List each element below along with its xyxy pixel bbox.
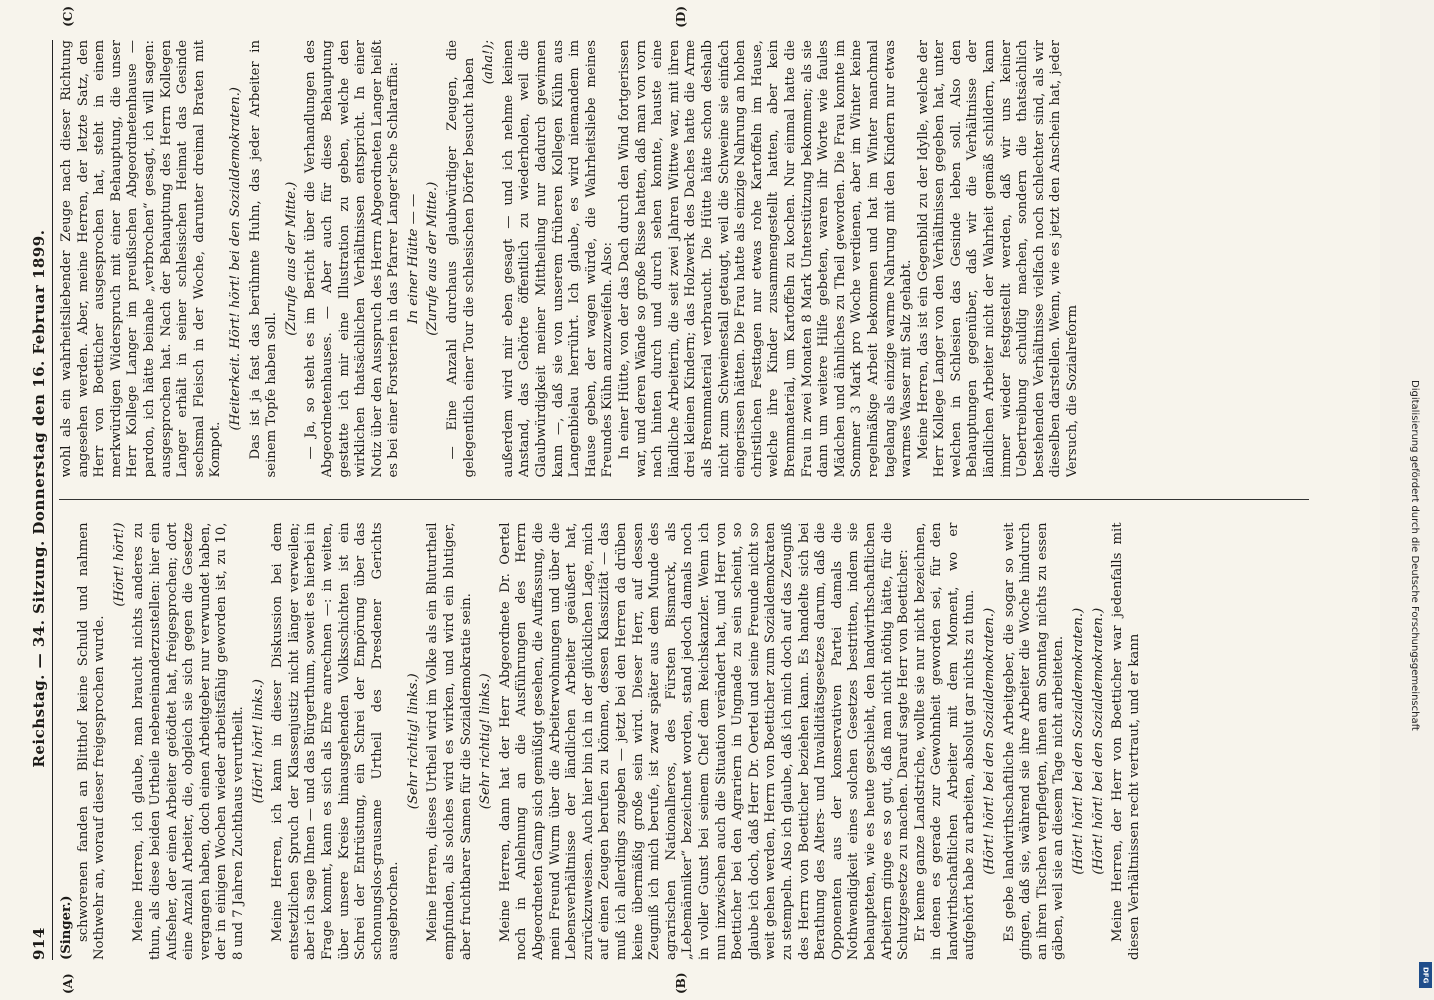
interjection: (Zurufe aus der Mitte.) <box>425 181 441 336</box>
margin-marker-c: (C) <box>61 6 75 27</box>
paragraph: Das ist ja fast das berühmte Huhn, das jeder Arbeiter in seinem Topfe haben soll. <box>247 40 280 478</box>
paragraph: — Ja, so steht es im Bericht über die Verhandlungen des Abgeordnetenhauses. — Aber auch für diese Behauptung gestatte ich mir eine Illustration zu geben, welche den wirklichen thatsächlichen Verhältnissen entspricht. In einer Notiz über den Ausspruch des Herrn Abgeordneten Langer heißt es bei einer Forsterien in das Pfarrer Langer'sche Schlaraffia: <box>303 40 402 478</box>
paragraph: außerdem wird mir eben gesagt — und ich nehme keinen Anstand, das Gehörte öffentlich zu wiederholen, weil die Glaubwürdigkeit meiner Mittheilung nur dadurch gewinnen kann —, daß sie von unserem früheren Kollegen Kühn aus Langenbielau herrührt. Ich glaube, es wird niemandem im Hause geben, der wagen würde, die Wahrheitsliebe meines Freundes Kühn anzuzweifeln. Also: <box>500 40 616 478</box>
paragraph: Meine Herren, ich glaube, man braucht nichts anderes zu thun, als diese beiden Urtheile nebeneinanderzustellen: hier ein Aufseher, der einen Arbeiter getödtet hat, freigesprochen; dort eine Anzahl Arbeiter, die, obgleich sie sich gegen die Gesetze vergangen haben, doch einen Arbeitgeber nur verwundet haben, der in einigen Wochen wieder arbeitsfähig geworden ist, zu 10, 8 und 7 Jahren Zuchthaus verurtheilt. <box>131 522 246 960</box>
page-number: 914 <box>30 927 48 960</box>
paragraph: Meine Herren, dieses Urtheil wird im Volke als ein Bluturtheil empfunden, als solches wird es wirken, und wird ein blutiger, aber fruchtbarer Samen für die Sozialdemokratie sein. <box>425 522 474 960</box>
dfg-logo-icon: DFG <box>1419 962 1432 988</box>
paragraph: Es gebe landwirthschaftliche Arbeitgeber, die sogar so weit gingen, daß sie, während sie ihre Arbeiter die Woche hindurch an ihren Tischen verpflegten, ihnen am Sonntag nichts zu essen gäben, weil sie an diesem Tage nicht arbeiteten. <box>1001 522 1067 960</box>
interjection: (Hört! hört! bei den Sozialdemokraten.) <box>982 607 998 875</box>
paragraph: Meine Herren, ich kann in dieser Diskussion bei dem entsetzlichen Spruch der Klassenjustiz nicht länger verweilen; aber ich sage Ihnen — und das Bürgerthum, soweit es hierbei in Frage kommt, kann es sich als Ehre anrechnen —: in weiten, über unsere Kreise hinausgehenden Volksschichten ist ein Schrei der Entrüstung, ein Schrei der Empörung über das schonungslos-grausame Urtheil des Dresdener Gerichts ausgebrochen. <box>270 522 402 960</box>
margin-marker-b: (B) <box>674 972 688 994</box>
interjection: (Hört! hört! bei den Sozialdemokraten.) <box>1090 607 1106 875</box>
column-divider <box>59 500 1309 501</box>
margin-marker-d: (D) <box>674 6 688 28</box>
right-column <box>59 40 1309 478</box>
interjection: (Hört! hört! bei den Sozialdemokraten.) <box>1071 607 1087 875</box>
paragraph: Meine Herren, der Herr von Boetticher war jedenfalls mit diesen Verhältnissen recht vertraut, und er kann <box>1110 522 1142 960</box>
paragraph: Meine Herren, dann hat der Herr Abgeordnete Dr. Oertel noch in Anlehnung an die Ausführungen des Herrn Abgeordneten Gamp sich gemüßigt gesehen, die Auffassung, die mein Freund Wurm über die Arbeiterwohnungen und über die Lebensverhältnisse der ländlichen Arbeiter geäußert hat, zurückzuweisen. Auch hier bin ich in der glücklichen Lage, mich auf einen Zeugen berufen zu können, dessen Klassizität — das muß ich allerdings zugeben — jetzt bei den Herren da drüben keine übermäßig große sein wird. Dieser Herr, auf dessen Zeugniß ich mich berufe, ist zwar später aus dem Munde des agrarischen Nationalheros, des Fürsten Bismarck, als „Lebemänniker“ bezeichnet worden, stand jedoch damals noch in voller Gunst bei seinem Chef dem Reichskanzler. Wenn ich nun inzwischen auch die Situation verändert hat, und Herr von Boetticher bei den Agrariern in Ungnade zu sein scheint, so glaube ich doch, daß Herr Dr. Oertel und seine Freunde nicht so weit gehen werden, Herrn von Boetticher zum Sozialdemokraten zu stempeln. Also ich glaube, daß ich mich doch auf das Zeugniß des Herrn von Boetticher beziehen kann. Es handelte sich bei Berathung des Alters- und Invaliditätsgesetzes darum, daß die Opponenten aus der konservativen Partei damals die Nothwendigkeit eines solchen Gesetzes bestritten, indem sie behaupteten, wie es heute geschieht, den landwirthschaftlichen Arbeitern ginge es so gut, daß man nicht nöthig hätte, für die Schutzgesetze zu machen. Darauf sagte Herr von Boetticher: <box>497 522 912 960</box>
interjection: (Sehr richtig! links.) <box>405 673 421 810</box>
digitization-credit: Digitalisierung gefördert durch die Deutsche Forschungsgemeinschaft <box>1409 380 1420 731</box>
interjection: (Sehr richtig! links.) <box>478 673 494 810</box>
interjection: (Hört! hört!) <box>111 522 127 607</box>
interjection: (aha!); <box>481 40 497 85</box>
paragraph: Meine Herren, das ist ein Gegenbild zu der Idylle, welche der Herr Kollege Langer von den Verhältnissen gegeben hat, unter welchen in Schlesien das Gesinde leben soll. Also den Behauptungen gegenüber, daß wir die Verhältnisse der ländlichen Arbeiter nicht der Wahrheit gemäß schildern, kann immer wieder festgestellt werden, daß wir uns keiner Uebertreibung schuldig machen, sondern die thatsächlich bestehenden Verhältnisse vielfach noch schlechter sind, als wir dieselben darstellen. Wenn, wie es jetzt den Anschein hat, jeder Versuch, die Sozialreform <box>915 40 1081 478</box>
margin-marker-a: (A) <box>61 973 75 994</box>
page-header <box>30 40 53 960</box>
speaker-label: (Singer.) <box>59 895 74 960</box>
paragraph: wohl als ein wahrheitsliebender Zeuge nach dieser Richtung angesehen werden. Aber, meine Herren, der letzte Satz, den Herr von Boetticher ausgesprochen hat, steht in einem merkwürdigen Widerspruch mit einer Behauptung, die unser Herr Kollege Langer im preußischen Abgeordnetenhause — pardon, ich hätte beinahe „verbrochen“ gesagt, ich will sagen: ausgesprochen hat. Nach der Behauptung des Herrn Kollegen Langer erhält in seiner schlesischen Heimat das Gesinde sechsmal Fleisch in der Woche, darunter dreimal Braten mit Kompot. <box>59 40 224 478</box>
paragraph: — Eine Anzahl durchaus glaubwürdiger Zeugen, die gelegentlich einer Tour die schlesischen Dörfer besucht haben <box>445 40 477 478</box>
interjection: (Heiterkeit. Hört! hört! bei den Sozialdemokraten.) <box>227 87 243 431</box>
paragraph: In einer Hütte — — <box>405 193 421 324</box>
paragraph: Er kenne ganze Landstriche, wollte sie nur nicht bezeichnen, in denen es gerade zur Gewohnheit geworden sei, für den landwirthschaftlichen Arbeiter mit dem Moment, wo er aufgehört habe zu arbeiten, absolut gar nichts zu thun. <box>912 522 978 960</box>
interjection: (Hört! hört! links.) <box>250 679 266 804</box>
left-column <box>59 523 1309 961</box>
interjection: (Zurufe aus der Mitte.) <box>283 181 299 336</box>
text-columns <box>59 6 1309 994</box>
paragraph: In einer Hütte, von der das Dach durch den Wind fortgerissen war, und deren Wände so große Risse hatten, daß man von vorn nach hinten durch und durch sehen konnte, hauste eine ländliche Arbeiterin, die seit zwei Jahren Wittwe war, mit ihren drei kleinen Kindern; das Holzwerk des Daches hatte die Arme als Brennmaterial verbraucht. Die Hütte hätte schon deshalb nicht zum Schweinestall getaugt, weil die Schweine sie einfach eingerissen hätten. Die Frau hatte als einzige Nahrung an hohen christlichen Festtagen nur etwas rohe Kartoffeln im Hause, welche ihre Kinder zusammengestellt hatten, aber kein Brennmaterial, um Kartoffeln zu kochen. Nur einmal hatte die Frau in zwei Monaten 8 Mark Unterstützung bekommen; als sie dann um weitere Hilfe gebeten, waren ihr Worte wie faules Mädchen und ähnliches zu Theil geworden. Die Frau konnte im Sommer 3 Mark pro Woche verdienen, aber im Winter keine regelmäßige Arbeit bekommen und hat im Winter manchmal tagelang als einzige warme Nahrung mit den Kindern nur etwas warmes Wasser mit Salz gehabt. <box>617 40 915 478</box>
page-title: Reichstag. — 34. Sitzung. Donnerstag den 16. Februar 1899. <box>30 229 48 768</box>
paragraph: schworenen fanden an Blitthof keine Schuld und nahmen Nothwehr an, worauf dieser freigesprochen wurde. <box>75 522 108 960</box>
